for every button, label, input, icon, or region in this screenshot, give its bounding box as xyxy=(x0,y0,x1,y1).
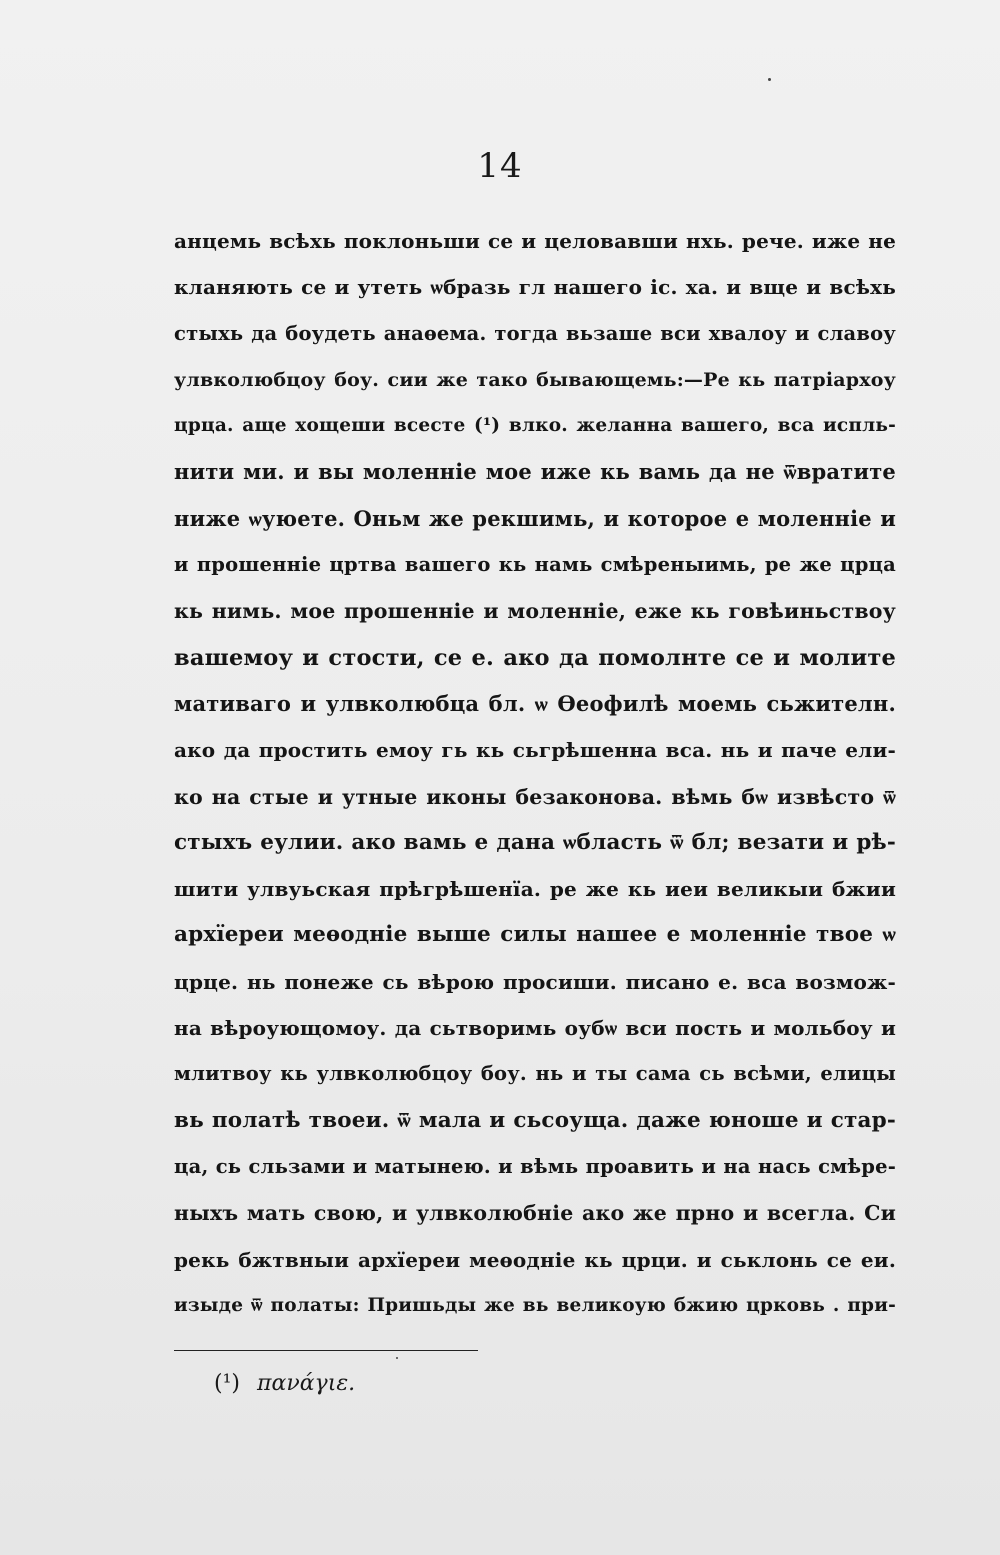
text-line: нити ми. и вы моленніе мое иже кь вамь да не ѿвратите xyxy=(174,459,896,485)
text-line: стыхь да боудеть анаѳема. тогда вьзаше вси хвалоу и славоу xyxy=(174,321,896,345)
text-line: шити улвуьская прѣгрѣшенїа. ре же кь иеи великыи бжии xyxy=(174,877,896,902)
paper-speck xyxy=(768,78,771,81)
text-line: анцемь всѣхь поклоньши се и целовавши нхь. рече. иже не xyxy=(174,229,896,253)
text-line: и прошенніе цртва вашего кь намь смѣреныимь, ре же црца xyxy=(174,553,896,577)
footnote-marker: (¹) xyxy=(214,1371,240,1396)
page-number: 14 xyxy=(477,146,523,186)
text-line: ниже ѡуюете. Оньм же рекшимь, и которое е моленніе и xyxy=(174,505,896,531)
text-line: кланяють се и утеть ѡбразь гл нашего іс. ха. и вще и всѣхь xyxy=(174,275,896,300)
text-line: ныхъ мать свою, и улвколюбніе ако же прно и всегла. Си xyxy=(174,1201,896,1226)
text-line: ца, сь сльзами и матынею. и вѣмь проавить и на нась смѣре- xyxy=(174,1154,896,1178)
text-line: ко на стые и утные иконы безаконова. вѣмь бѡ извѣсто ѿ xyxy=(174,784,896,809)
text-line: ако да простить емоу гь кь сьгрѣшенна вса. нь и паче ели- xyxy=(174,738,896,763)
text-line: црце. нь понеже сь вѣрою просиши. писано е. вса возмож- xyxy=(174,969,896,994)
text-line: црца. аще хощеши всесте (¹) влко. желанна вашего, вса испль- xyxy=(174,415,896,437)
text-line: кь нимь. мое прошенніе и моленніе, еже кь говѣиньствоу xyxy=(174,599,896,624)
paper-speck xyxy=(396,1357,398,1359)
body-text xyxy=(174,218,896,1329)
text-line: стыхъ еулии. ако вамь е дана ѡбласть ѿ бл; везати и рѣ- xyxy=(174,829,896,855)
text-line: вашемоу и стости, се е. ако да помолнте се и молите xyxy=(174,644,896,671)
footnote-text: πανάγιε. xyxy=(257,1371,356,1396)
text-line: мативаго и улвколюбца бл. ѡ Ѳеофилѣ моемь сьжителн. xyxy=(174,690,896,716)
footnote-divider xyxy=(174,1350,478,1351)
text-line: рекь бжтвныи архїереи меѳодніе кь црци. и ськлонь се еи. xyxy=(174,1247,896,1272)
text-line: изыде ѿ полаты: Пришьды же вь великоую бжию црковь . при- xyxy=(174,1294,896,1316)
text-line: на вѣроующомоу. да сьтворимь оубѡ вси пость и мольбоу и xyxy=(174,1016,896,1041)
footnote xyxy=(214,1371,355,1396)
text-line: вь полатѣ твоеи. ѿ мала и сьсоуща. даже юноше и стар- xyxy=(174,1107,896,1133)
text-line: млитвоу кь улвколюбцоу боу. нь и ты сама сь всѣми, елицы xyxy=(174,1062,896,1086)
text-line: архїереи меѳодніе выше силы нашее е моленніе твое ѡ xyxy=(174,922,896,948)
text-line: улвколюбцоу боу. сии же тако бывающемь:—Ре кь патріархоу xyxy=(174,368,896,391)
